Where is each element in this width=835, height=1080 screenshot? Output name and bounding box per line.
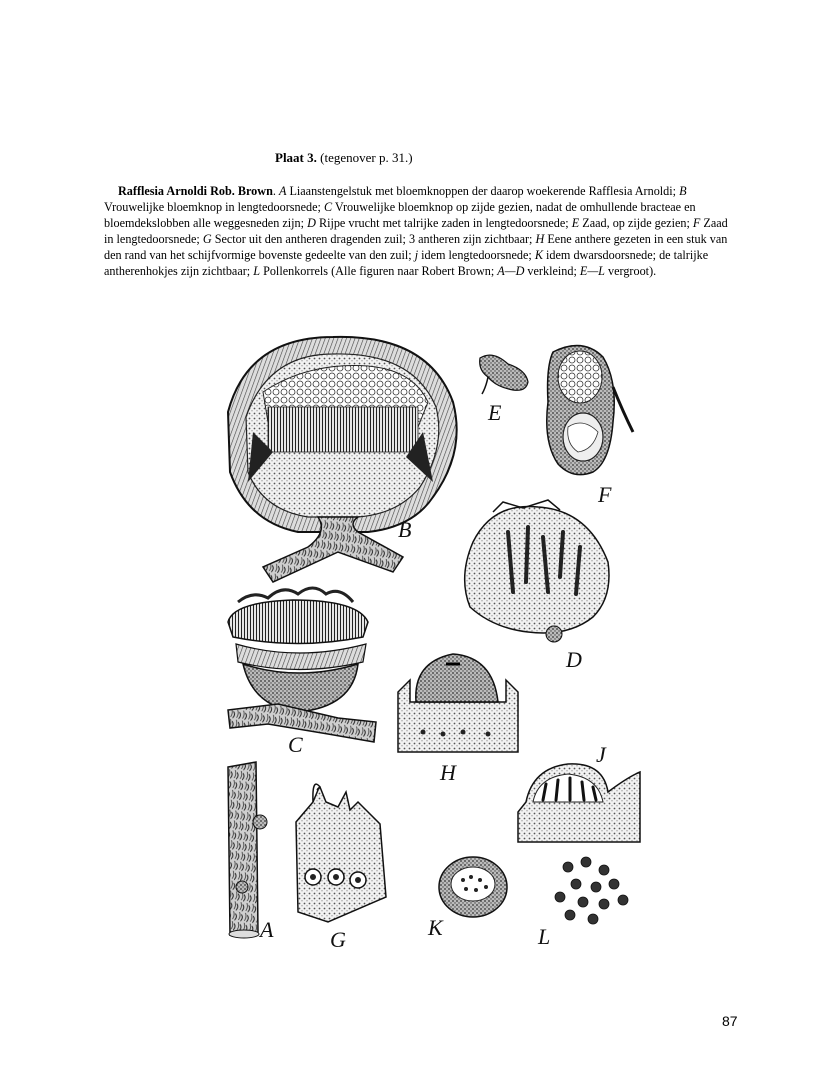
figure-g-column-sector [296,784,386,922]
figure-j-anther-section [518,764,640,842]
figure-label-k: K [428,915,443,940]
caption-letter-e: E [571,216,580,230]
figure-label-h: H [440,760,456,785]
caption-text-k: idem dwarsdoorsnede; de talrijke antherenhokjes zijn zichtbaar; [104,248,709,278]
caption-letter-c: C [323,200,333,214]
figure-label-a: A [260,917,274,942]
caption-letter-range-ad: A—D [497,264,525,278]
caption-letter-g: G [202,232,212,246]
figure-k-cross-section [439,857,507,917]
caption-letter-b: B [679,184,687,198]
figure-label-b: B [398,517,412,542]
figure-label-f: F [598,482,612,507]
figure-l-pollen-grains [555,857,628,924]
figure-d-fruit-section [465,500,609,642]
caption-text-b: Vrouwelijke bloemknop in lengtedoorsnede; [104,200,324,214]
caption-text-range-el: vergroot). [604,264,657,278]
caption-letter-l: L [253,264,261,278]
figure-b-bud-section [228,337,457,582]
caption-text-g: Sector uit den antheren dragenden zuil; 3 antheren zijn zichtbaar; [211,232,536,246]
figure-h-anther [398,654,518,752]
figure-f-seed-section [547,346,633,475]
caption-text-f: Zaad in lengtedoorsnede; [104,216,728,246]
caption-text-d: Rijpe vrucht met talrijke zaden in lengtedoorsnede; [315,216,572,230]
caption-letter-a: A [278,184,287,198]
plate-title [275,150,413,166]
figure-a-liana-stem [228,762,267,938]
caption-text-c: Vrouwelijke bloemknop op zijde gezien, nadat de omhullende bracteae en bloemdekslobben alle weggesneden zijn; [104,200,696,230]
caption-letter-d: D [307,216,316,230]
caption-text-a: Liaanstengelstuk met bloemknoppen der daarop woekerende Rafflesia Arnoldi; [286,184,680,198]
figure-label-j: J [596,742,606,767]
caption-letter-k: K [534,248,543,262]
figure-label-l: L [538,924,551,949]
caption-species: Rafflesia Arnoldi Rob. Brown [118,184,273,198]
figure-label-c: C [288,732,303,757]
figure-e-seed-side [480,355,528,394]
caption-text-l: Pollenkorrels (Alle figuren naar Robert Brown; [260,264,498,278]
caption-text-e: Zaad, op zijde gezien; [579,216,693,230]
figure-label-d: D [566,647,582,672]
caption-text-range-ad: verkleind; [524,264,580,278]
plate-illustration-svg [208,332,648,960]
figure-label-e: E [488,400,502,425]
plate-title-bold: Plaat 3. [275,150,317,165]
plate-title-reference: (tegenover p. 31.) [316,150,413,165]
figure-c-bud-side [228,588,376,742]
caption-text-j: idem lengtedoorsnede; [418,248,535,262]
caption-letter-h: H [535,232,545,246]
caption-letter-j: j [414,248,419,262]
plate-caption: Rafflesia Arnoldi Rob. Brown. A Liaanstengelstuk met bloemknoppen der daarop woekerende Rafflesia Arnoldi; B Vrouwelijke bloemknop in lengtedoorsnede; C Vrouwelijke bloemknop op zijde gezien, nadat de omhullende bracteae en bloemdekslobben alle weggesneden zijn; D Rijpe vrucht met talrijke zaden in lengtedoorsnede; E Zaad, op zijde gezien; F Zaad in lengtedoorsnede; G Sector uit den antheren dragenden zuil; 3 antheren zijn zichtbaar; H Eene anthere gezeten in een stuk van den rand van het schijfvormige bovenste gedeelte van den zuil; j idem lengtedoorsnede; K idem dwarsdoorsnede; de talrijke antherenhokjes zijn zichtbaar; L Pollenkorrels (Alle figuren naar Robert Brown; A—D verkleind; E—L vergroot). [104,184,728,278]
plate-illustration [208,332,648,960]
caption-letter-range-el: E—L [579,264,605,278]
caption-letter-f: F [692,216,701,230]
caption-text-h: Eene anthere gezeten in een stuk van den rand van het schijfvormige bovenste gedeelte van den zuil; [104,232,728,262]
figure-label-g: G [330,927,346,952]
page-number: 87 [722,1013,738,1029]
